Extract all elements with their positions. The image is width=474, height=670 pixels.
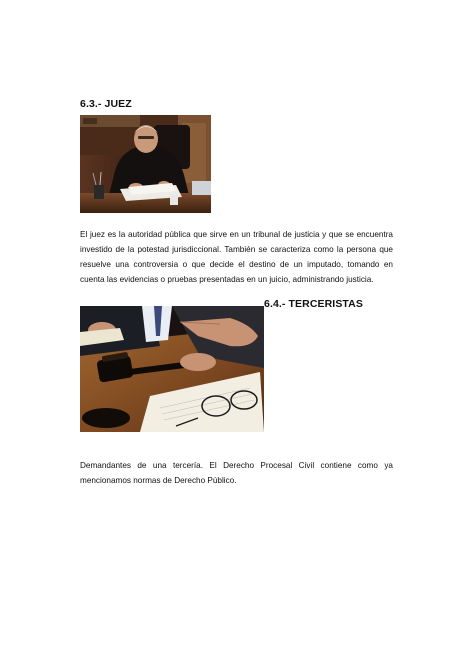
section-heading-juez: 6.3.- JUEZ [80, 98, 132, 110]
section-heading-terceristas: 6.4.- TERCERISTAS [264, 298, 363, 310]
paragraph-juez: El juez es la autoridad pública que sirve en un tribunal de justicia y que se encuentra investido de la potestad jurisdiccional. También se caracteriza como la persona que resuelve una controversia o que decide el destino de un imputado, tomando en cuenta las evidencias o pruebas presentadas en un juicio, administrando justicia. [80, 230, 393, 284]
paragraph-terceristas: Demandantes de una tercería. El Derecho Procesal Civil contiene como ya mencionamos normas de Derecho Público. [80, 461, 393, 485]
gavel-courtroom-photo [80, 306, 264, 432]
judge-photo [80, 115, 211, 213]
